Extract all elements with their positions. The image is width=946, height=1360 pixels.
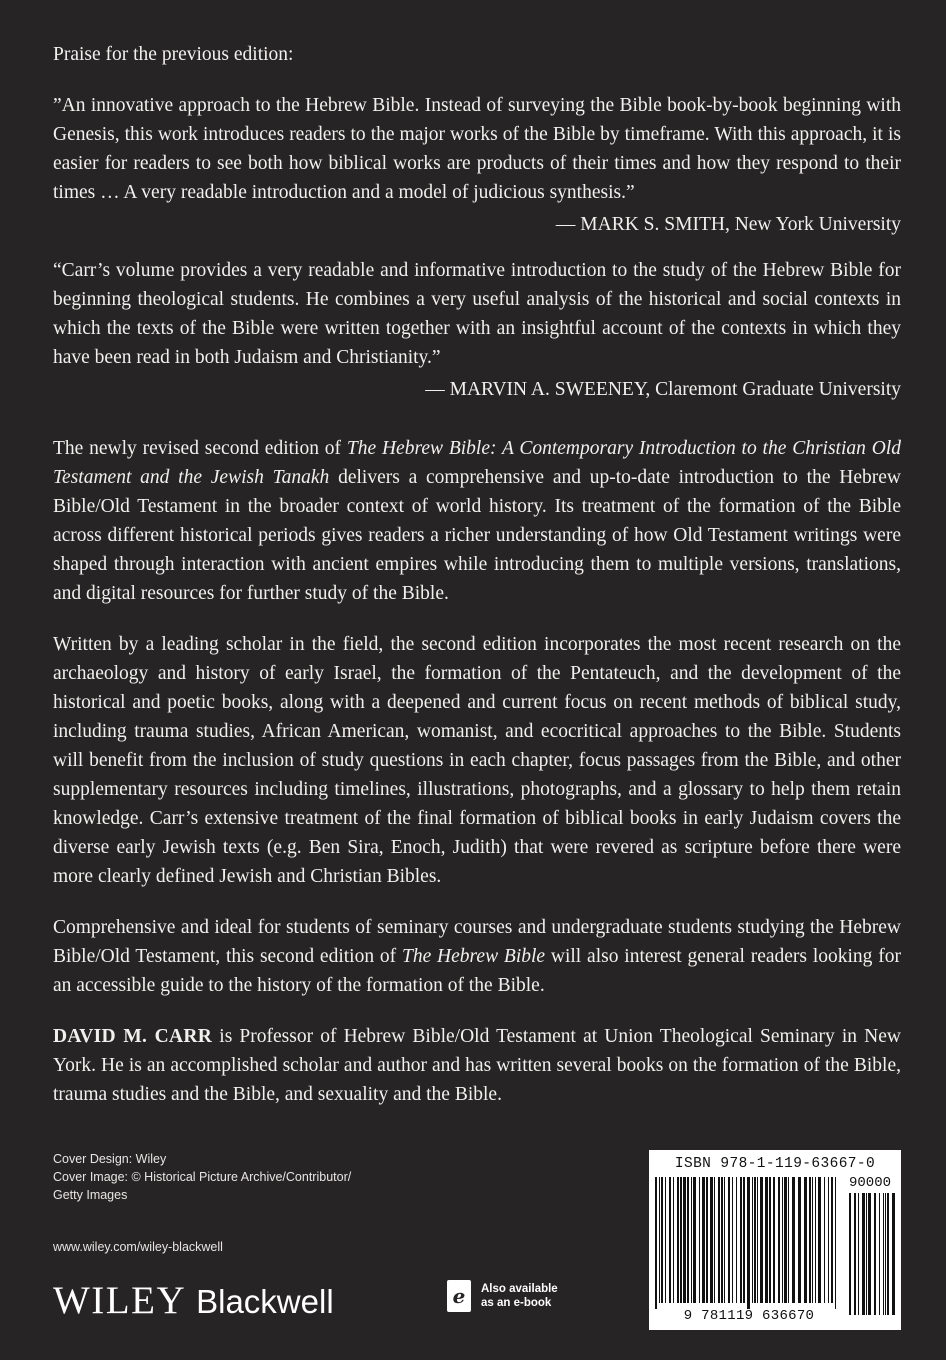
barcode-bar	[659, 1177, 660, 1303]
quote-text: ”An innovative approach to the Hebrew Bible. Instead of surveying the Bible book-by-book beginning with Genesis, this work introduces readers to the major works of the Bible by timeframe. With this approach, it is easier for readers to see both how biblical works are products of their times and how they respond to their times … A very readable introduction and a model of judicious synthesis.”	[53, 95, 901, 203]
barcode-bar	[721, 1177, 723, 1303]
barcode-bar	[693, 1177, 696, 1303]
barcode-bar	[798, 1177, 801, 1303]
barcode-bar	[812, 1177, 813, 1303]
barcode-bar	[883, 1193, 884, 1315]
cover-design-credit: Cover Design: Wiley	[53, 1152, 167, 1166]
barcode-bar	[714, 1177, 715, 1303]
bio-text: is Professor of Hebrew Bible/Old Testament at Union Theological Seminary in New York. He is an accomplished scholar and author and has written several books on the formation of the Bible, trauma studies and the Bible, and sexuality and the Bible.	[53, 1026, 901, 1105]
barcode-bar	[718, 1177, 720, 1303]
barcode-bar	[740, 1177, 742, 1303]
text-span: The newly revised second edition of	[53, 438, 347, 459]
barcode-bar	[858, 1193, 859, 1315]
barcode-bar	[728, 1177, 730, 1303]
barcode-bar	[702, 1177, 705, 1303]
barcode-bar	[818, 1177, 821, 1303]
barcode-bar	[732, 1177, 733, 1303]
barcode-bar	[815, 1177, 816, 1303]
barcode-bar	[868, 1193, 871, 1315]
e-book-icon: e	[447, 1280, 471, 1312]
quote-attribution: — MARVIN A. SWEENEY, Claremont Graduate University	[425, 379, 901, 400]
barcode-bar	[691, 1177, 692, 1303]
barcode-bar	[677, 1177, 679, 1303]
barcode-bar	[835, 1177, 836, 1309]
barcode-bar	[754, 1177, 756, 1303]
ebook-line-2: as an e-book	[481, 1297, 552, 1309]
barcode-bar	[757, 1177, 758, 1303]
barcode-bar	[710, 1177, 713, 1303]
quote-text: “Carr’s volume provides a very readable and informative introduction to the study of the Hebrew Bible for beginning theological students. He combines a very useful analysis of the historical and social contexts in which the texts of the Bible were written together with an insightful account of the contexts in which they have been read in both Judaism and Christianity.”	[53, 260, 901, 368]
barcode-addon-number: 90000	[849, 1175, 892, 1191]
barcode-bar	[824, 1177, 825, 1303]
barcode-bar	[683, 1177, 686, 1303]
barcode-bar	[669, 1177, 671, 1303]
barcode-bar	[809, 1177, 811, 1303]
barcode-bar	[854, 1193, 856, 1315]
barcode-bar	[699, 1177, 700, 1303]
praise-quote-2	[53, 256, 901, 404]
barcode-bar	[673, 1177, 674, 1303]
ebook-text	[481, 1282, 558, 1310]
description-paragraph-1	[53, 434, 901, 608]
barcode-bar	[879, 1193, 880, 1315]
barcode-bar	[849, 1193, 851, 1315]
barcode-bar	[752, 1177, 753, 1303]
barcode-bar	[769, 1177, 771, 1303]
barcode-bar	[706, 1177, 708, 1303]
barcode-bar	[831, 1177, 833, 1303]
barcode-bar	[687, 1177, 689, 1303]
barcode-bar	[782, 1177, 783, 1303]
barcode-bar	[655, 1177, 657, 1309]
barcode-bar	[760, 1177, 763, 1303]
barcode-bar	[788, 1177, 789, 1303]
barcode-digits: 9 781119 636670	[683, 1308, 815, 1324]
ebook-badge	[447, 1280, 558, 1312]
barcode-bar	[661, 1177, 663, 1303]
barcode-bar	[885, 1193, 886, 1315]
description-paragraph-2: Written by a leading scholar in the field, the second edition incorporates the most recent research on the archaeology and history of early Israel, the formation of the Pentateuch, and the development of the historical and poetic books, along with a deepened and current focus on recent methods of biblical study, including trauma studies, African American, womanist, and ecocritical approaches to the Bible. Students will benefit from the inclusion of study questions in each chapter, focus passages from the Bible, and other supplementary resources including timelines, illustrations, photographs, and a glossary to help them retain knowledge. Carr’s extensive treatment of the final formation of biblical books in early Judaism covers the diverse early Jewish texts (e.g. Ben Sira, Enoch, Judith) that were revered as scripture before there were more clearly defined Jewish and Christian Bibles.	[53, 634, 901, 887]
book-title: The Hebrew Bible: A Contemporary Introduction to the Christian Old Testament and the Jewish Tanakh	[53, 438, 901, 488]
barcode-bar	[747, 1177, 750, 1309]
cover-image-credit-cont: Getty Images	[53, 1188, 128, 1202]
isbn-barcode	[649, 1150, 901, 1330]
barcode-bar	[778, 1177, 780, 1303]
publisher-url[interactable]: www.wiley.com/wiley-blackwell	[53, 1240, 223, 1254]
barcode-bar	[724, 1177, 725, 1303]
book-title: The Hebrew Bible	[401, 946, 546, 967]
text-span: will also interest general readers looking for an accessible guide to the history of the formation of the Bible.	[53, 946, 901, 996]
quote-attribution: — MARK S. SMITH, New York University	[555, 214, 901, 235]
logo-blackwell: Blackwell	[196, 1283, 334, 1320]
barcode-bar	[765, 1177, 768, 1303]
praise-heading: Praise for the previous edition:	[53, 44, 294, 65]
back-cover-text	[53, 40, 901, 1131]
cover-credits	[53, 1150, 473, 1204]
text-span: Comprehensive and ideal for students of seminary courses and undergraduate students studying the Hebrew Bible/Old Testament, this second edition of	[53, 917, 901, 967]
description-paragraph-3	[53, 913, 901, 1000]
barcode-bar	[866, 1193, 867, 1315]
barcode-bar	[680, 1177, 682, 1303]
barcode-bar	[784, 1177, 787, 1303]
barcode-bar	[773, 1177, 775, 1303]
barcode-bar	[665, 1177, 666, 1303]
wiley-blackwell-logo	[53, 1278, 334, 1322]
barcode-bar	[828, 1177, 829, 1303]
author-name: DAVID M. CARR	[53, 1026, 213, 1047]
barcode-bar	[874, 1193, 876, 1315]
ebook-line-1: Also available	[481, 1283, 558, 1295]
text-span: delivers a comprehensive and up-to-date introduction to the Hebrew Bible/Old Testament in the broader context of world history. Its treatment of the formation of the Bible across different historical periods gives readers a richer understanding of how Old Testament writings were shaped through interaction with ancient empires while introducing them to multiple versions, translations, and digital resources for further study of the Bible.	[53, 467, 901, 604]
barcode-bar	[736, 1177, 737, 1303]
barcode-bar	[792, 1177, 795, 1303]
barcode-bars	[649, 1150, 901, 1330]
barcode-bar	[804, 1177, 807, 1303]
isbn-label: ISBN 978-1-119-63667-0	[674, 1156, 876, 1172]
barcode-bar	[887, 1193, 889, 1315]
cover-image-credit: Cover Image: © Historical Picture Archive/Contributor/	[53, 1170, 352, 1184]
barcode-bar	[743, 1177, 745, 1303]
praise-quote-1	[53, 91, 901, 239]
logo-wiley: WILEY	[53, 1279, 187, 1322]
barcode-bar	[892, 1193, 895, 1315]
author-bio	[53, 1022, 901, 1109]
barcode-bar	[862, 1193, 865, 1315]
